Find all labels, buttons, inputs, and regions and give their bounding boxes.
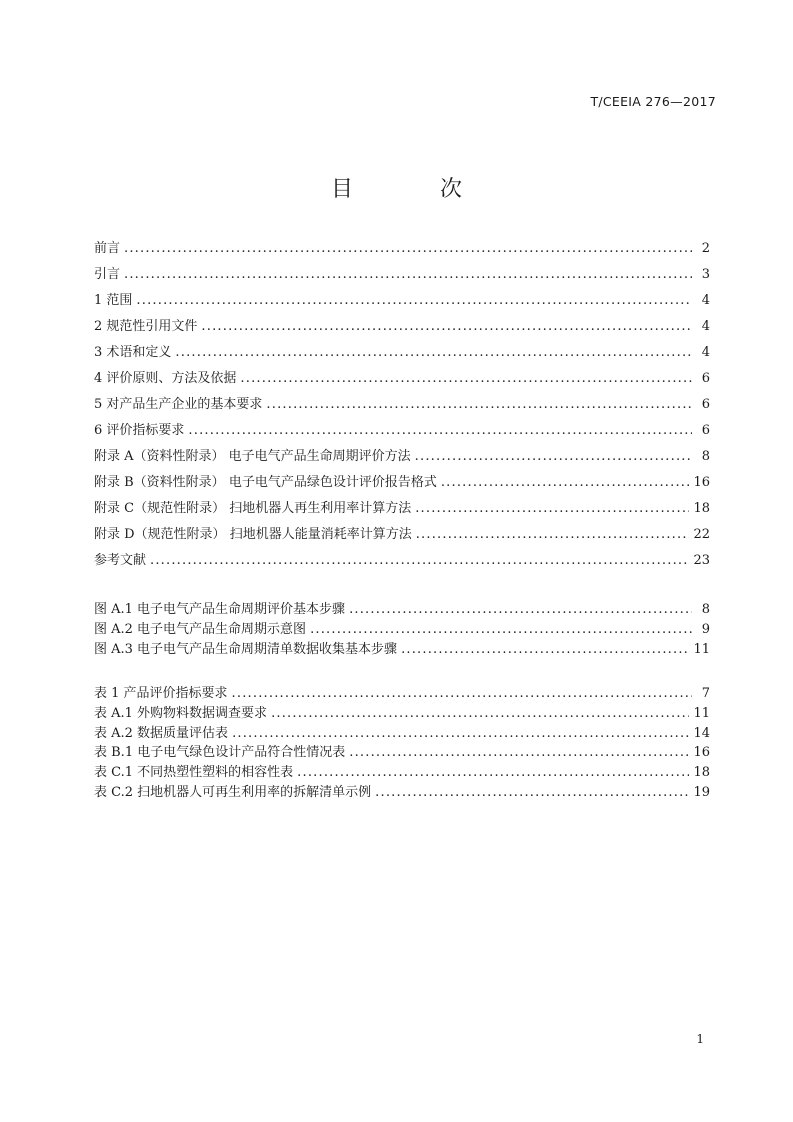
figure-entry-label: 图 A.2 电子电气产品生命周期示意图 bbox=[94, 621, 307, 637]
toc-entry-label: 4 评价原则、方法及依据 bbox=[94, 371, 237, 386]
figure-entry[interactable] bbox=[94, 618, 710, 638]
table-entry-label: 表 C.1 不同热塑性塑料的相容性表 bbox=[94, 765, 294, 781]
figure-entry-label: 图 A.1 电子电气产品生命周期评价基本步骤 bbox=[94, 602, 346, 617]
table-entry-label: 表 A.1 外购物料数据调查要求 bbox=[94, 705, 268, 721]
toc-entry[interactable] bbox=[94, 523, 710, 549]
toc-entry-page: 6 bbox=[701, 397, 710, 412]
toc-entry-label: 引言 bbox=[94, 267, 121, 282]
leader-dots bbox=[150, 553, 689, 568]
leader-dots bbox=[232, 726, 689, 741]
leader-dots bbox=[266, 397, 692, 412]
toc-entry-label: 6 评价指标要求 bbox=[94, 423, 185, 438]
table-entry-page: 18 bbox=[693, 765, 710, 781]
toc-entry-page: 4 bbox=[701, 319, 710, 334]
toc-entry-label: 2 规范性引用文件 bbox=[94, 319, 198, 334]
toc-entry[interactable] bbox=[94, 497, 710, 523]
toc-entry-label: 1 范围 bbox=[94, 293, 133, 308]
toc-entry-page: 23 bbox=[693, 553, 710, 568]
toc-entry-page: 4 bbox=[701, 345, 710, 360]
toc-entry-label: 前言 bbox=[94, 241, 121, 256]
table-entry[interactable] bbox=[94, 722, 710, 742]
leader-dots bbox=[240, 371, 692, 386]
table-entry-label: 表 A.2 数据质量评估表 bbox=[94, 725, 229, 741]
leader-dots bbox=[124, 267, 692, 282]
toc-entry-label: 附录 A（资料性附录） 电子电气产品生命周期评价方法 bbox=[94, 449, 411, 464]
leader-dots bbox=[310, 622, 692, 637]
toc-entry-label: 参考文献 bbox=[94, 553, 147, 568]
leader-dots bbox=[297, 765, 689, 780]
figure-entry-page: 11 bbox=[693, 641, 710, 657]
toc-entry-label: 3 术语和定义 bbox=[94, 345, 172, 360]
standard-code: T/CEEIA 276—2017 bbox=[590, 94, 716, 109]
leader-dots bbox=[375, 785, 689, 800]
toc-entry-label: 附录 C（规范性附录） 扫地机器人再生利用率计算方法 bbox=[94, 501, 412, 516]
toc-entry-label: 5 对产品生产企业的基本要求 bbox=[94, 397, 263, 412]
toc-entry-page: 6 bbox=[701, 371, 710, 386]
toc-entry[interactable] bbox=[94, 445, 710, 471]
toc-entry[interactable] bbox=[94, 393, 710, 419]
leader-dots bbox=[188, 423, 692, 438]
toc-entry-page: 18 bbox=[693, 501, 710, 516]
toc-entry[interactable] bbox=[94, 289, 710, 315]
table-entry[interactable] bbox=[94, 761, 710, 781]
toc-entry-label: 附录 D（规范性附录） 扫地机器人能量消耗率计算方法 bbox=[94, 527, 412, 542]
leader-dots bbox=[124, 241, 692, 256]
toc-entry[interactable] bbox=[94, 471, 710, 497]
toc-entry-page: 2 bbox=[701, 241, 710, 256]
leader-dots bbox=[415, 449, 692, 464]
toc-entry[interactable] bbox=[94, 341, 710, 367]
leader-dots bbox=[175, 345, 692, 360]
table-entry[interactable] bbox=[94, 741, 710, 761]
leader-dots bbox=[201, 319, 692, 334]
toc-entry-page: 22 bbox=[693, 527, 710, 542]
toc-entry-page: 4 bbox=[701, 293, 710, 308]
page-number: 1 bbox=[696, 1032, 704, 1046]
figure-entry[interactable] bbox=[94, 598, 710, 618]
table-entry[interactable] bbox=[94, 702, 710, 722]
table-entry-page: 19 bbox=[693, 784, 710, 800]
toc-entry[interactable] bbox=[94, 367, 710, 393]
table-entry-page: 16 bbox=[693, 745, 710, 761]
toc-entry[interactable] bbox=[94, 237, 710, 263]
toc-entry-page: 8 bbox=[701, 449, 710, 464]
table-entry-page: 11 bbox=[693, 705, 710, 721]
toc-entry[interactable] bbox=[94, 315, 710, 341]
toc-entry-page: 3 bbox=[701, 267, 710, 282]
leader-dots bbox=[416, 527, 690, 542]
leader-dots bbox=[415, 501, 689, 516]
leader-dots bbox=[271, 706, 689, 721]
toc-main-list bbox=[94, 237, 710, 575]
leader-dots bbox=[441, 475, 690, 490]
table-entry-page: 14 bbox=[693, 725, 710, 741]
toc-title: 目 次 bbox=[331, 177, 502, 202]
leader-dots bbox=[349, 745, 689, 760]
leader-dots bbox=[401, 642, 689, 657]
table-entry-label: 表 1 产品评价指标要求 bbox=[94, 686, 228, 701]
leader-dots bbox=[136, 293, 692, 308]
toc-entry-page: 16 bbox=[693, 475, 710, 490]
figure-entry-label: 图 A.3 电子电气产品生命周期清单数据收集基本步骤 bbox=[94, 641, 398, 657]
toc-entry[interactable] bbox=[94, 419, 710, 445]
figure-entry-page: 8 bbox=[701, 602, 710, 617]
toc-entry-page: 6 bbox=[701, 423, 710, 438]
table-entry-page: 7 bbox=[701, 686, 710, 701]
leader-dots bbox=[232, 686, 692, 701]
toc-entry[interactable] bbox=[94, 263, 710, 289]
table-entry[interactable] bbox=[94, 682, 710, 702]
toc-entry-label: 附录 B（资料性附录） 电子电气产品绿色设计评价报告格式 bbox=[94, 475, 437, 490]
table-entry-label: 表 B.1 电子电气绿色设计产品符合性情况表 bbox=[94, 745, 346, 761]
toc-figures-list bbox=[94, 598, 710, 657]
table-entry[interactable] bbox=[94, 781, 710, 801]
table-entry-label: 表 C.2 扫地机器人可再生利用率的拆解清单示例 bbox=[94, 784, 372, 800]
leader-dots bbox=[349, 602, 692, 617]
figure-entry-page: 9 bbox=[701, 621, 710, 637]
toc-tables-list bbox=[94, 682, 710, 801]
toc-entry[interactable] bbox=[94, 549, 710, 575]
figure-entry[interactable] bbox=[94, 638, 710, 658]
